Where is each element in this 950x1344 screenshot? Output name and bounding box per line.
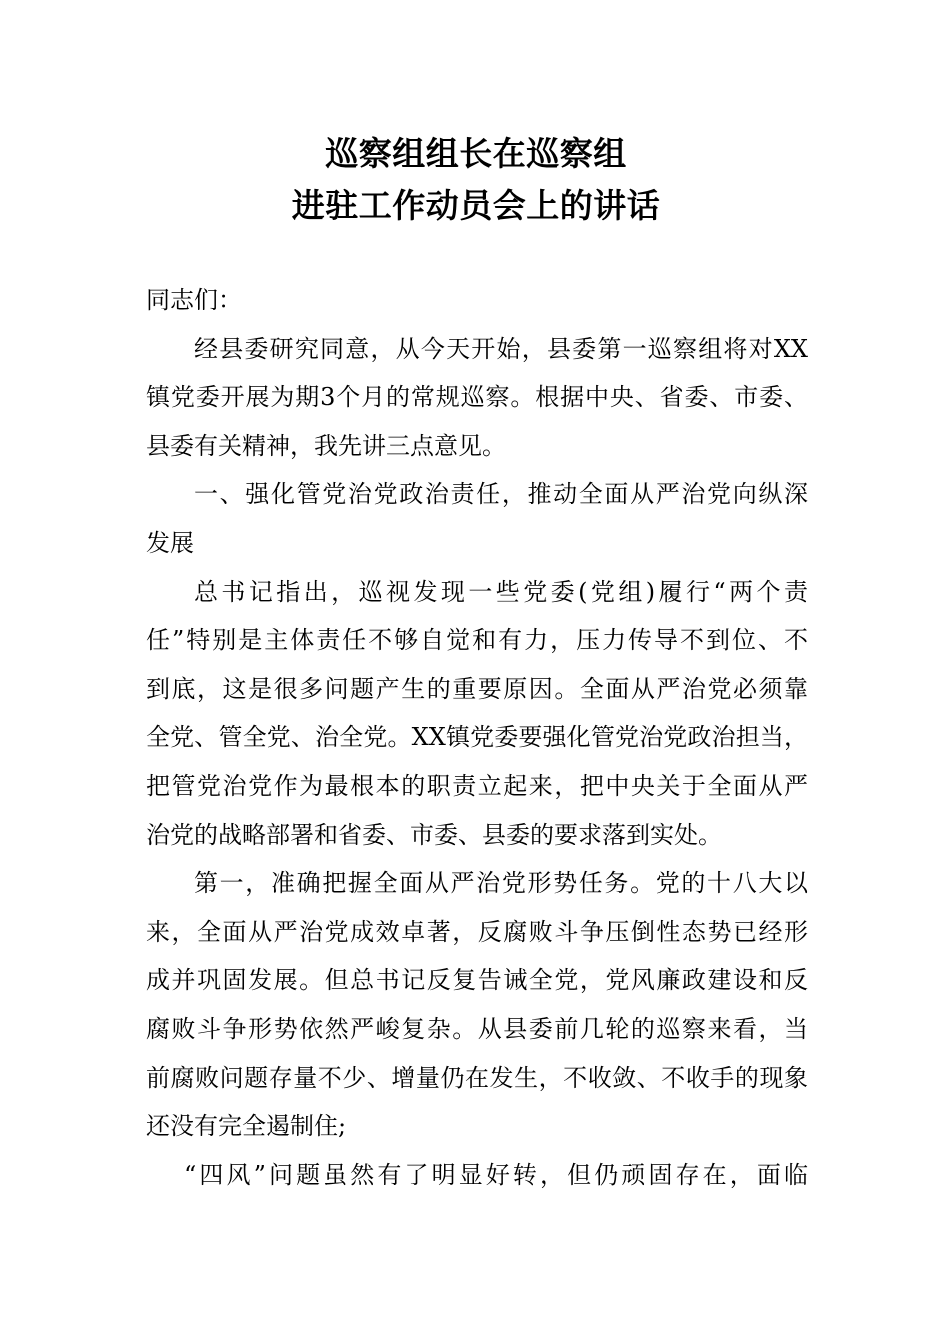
text-line: 来，全面从严治党成效卓著，反腐败斗争压倒性态势已经形 [146, 917, 808, 946]
text-line: 总书记指出，巡视发现一些党委(党组)履行“两个责 [194, 577, 808, 606]
text-line: 成并巩固发展。但总书记反复告诫全党，党风廉政建设和反 [146, 966, 808, 995]
text-line: 镇党委开展为期3个月的常规巡察。根据中央、省委、市委、 [146, 383, 808, 412]
text-line: 把管党治党作为最根本的职责立起来，把中央关于全面从严 [146, 771, 808, 800]
text-line: 腐败斗争形势依然严峻复杂。从县委前几轮的巡察来看，当 [146, 1014, 808, 1043]
document-body [146, 276, 808, 1199]
text-line: 经县委研究同意，从今天开始，县委第一巡察组将对XX [194, 334, 808, 363]
text-line: 前腐败问题存量不少、增量仍在发生，不收敛、不收手的现象 [146, 1063, 808, 1092]
title-line-1: 巡察组组长在巡察组 [325, 134, 627, 173]
text-line: 还没有完全遏制住; [146, 1112, 347, 1141]
text-line: 全党、管全党、治全党。XX镇党委要强化管党治党政治担当， [146, 723, 808, 752]
text-line: 到底，这是很多问题产生的重要原因。全面从严治党必须靠 [146, 674, 808, 703]
text-line: 任”特别是主体责任不够自觉和有力，压力传导不到位、不 [146, 626, 808, 655]
text-line: 一、强化管党治党政治责任，推动全面从严治党向纵深 [194, 480, 808, 509]
text-line: 同志们： [146, 286, 242, 314]
text-line: 县委有关精神，我先讲三点意见。 [146, 431, 506, 460]
text-line: 治党的战略部署和省委、市委、县委的要求落到实处。 [146, 820, 722, 849]
text-line: 发展 [146, 528, 194, 557]
document-title [145, 128, 807, 232]
title-line-2: 进驻工作动员会上的讲话 [291, 186, 661, 225]
text-line: 第一，准确把握全面从严治党形势任务。党的十八大以 [194, 869, 808, 898]
text-line: “四风”问题虽然有了明显好转，但仍顽固存在，面临 [184, 1160, 808, 1189]
